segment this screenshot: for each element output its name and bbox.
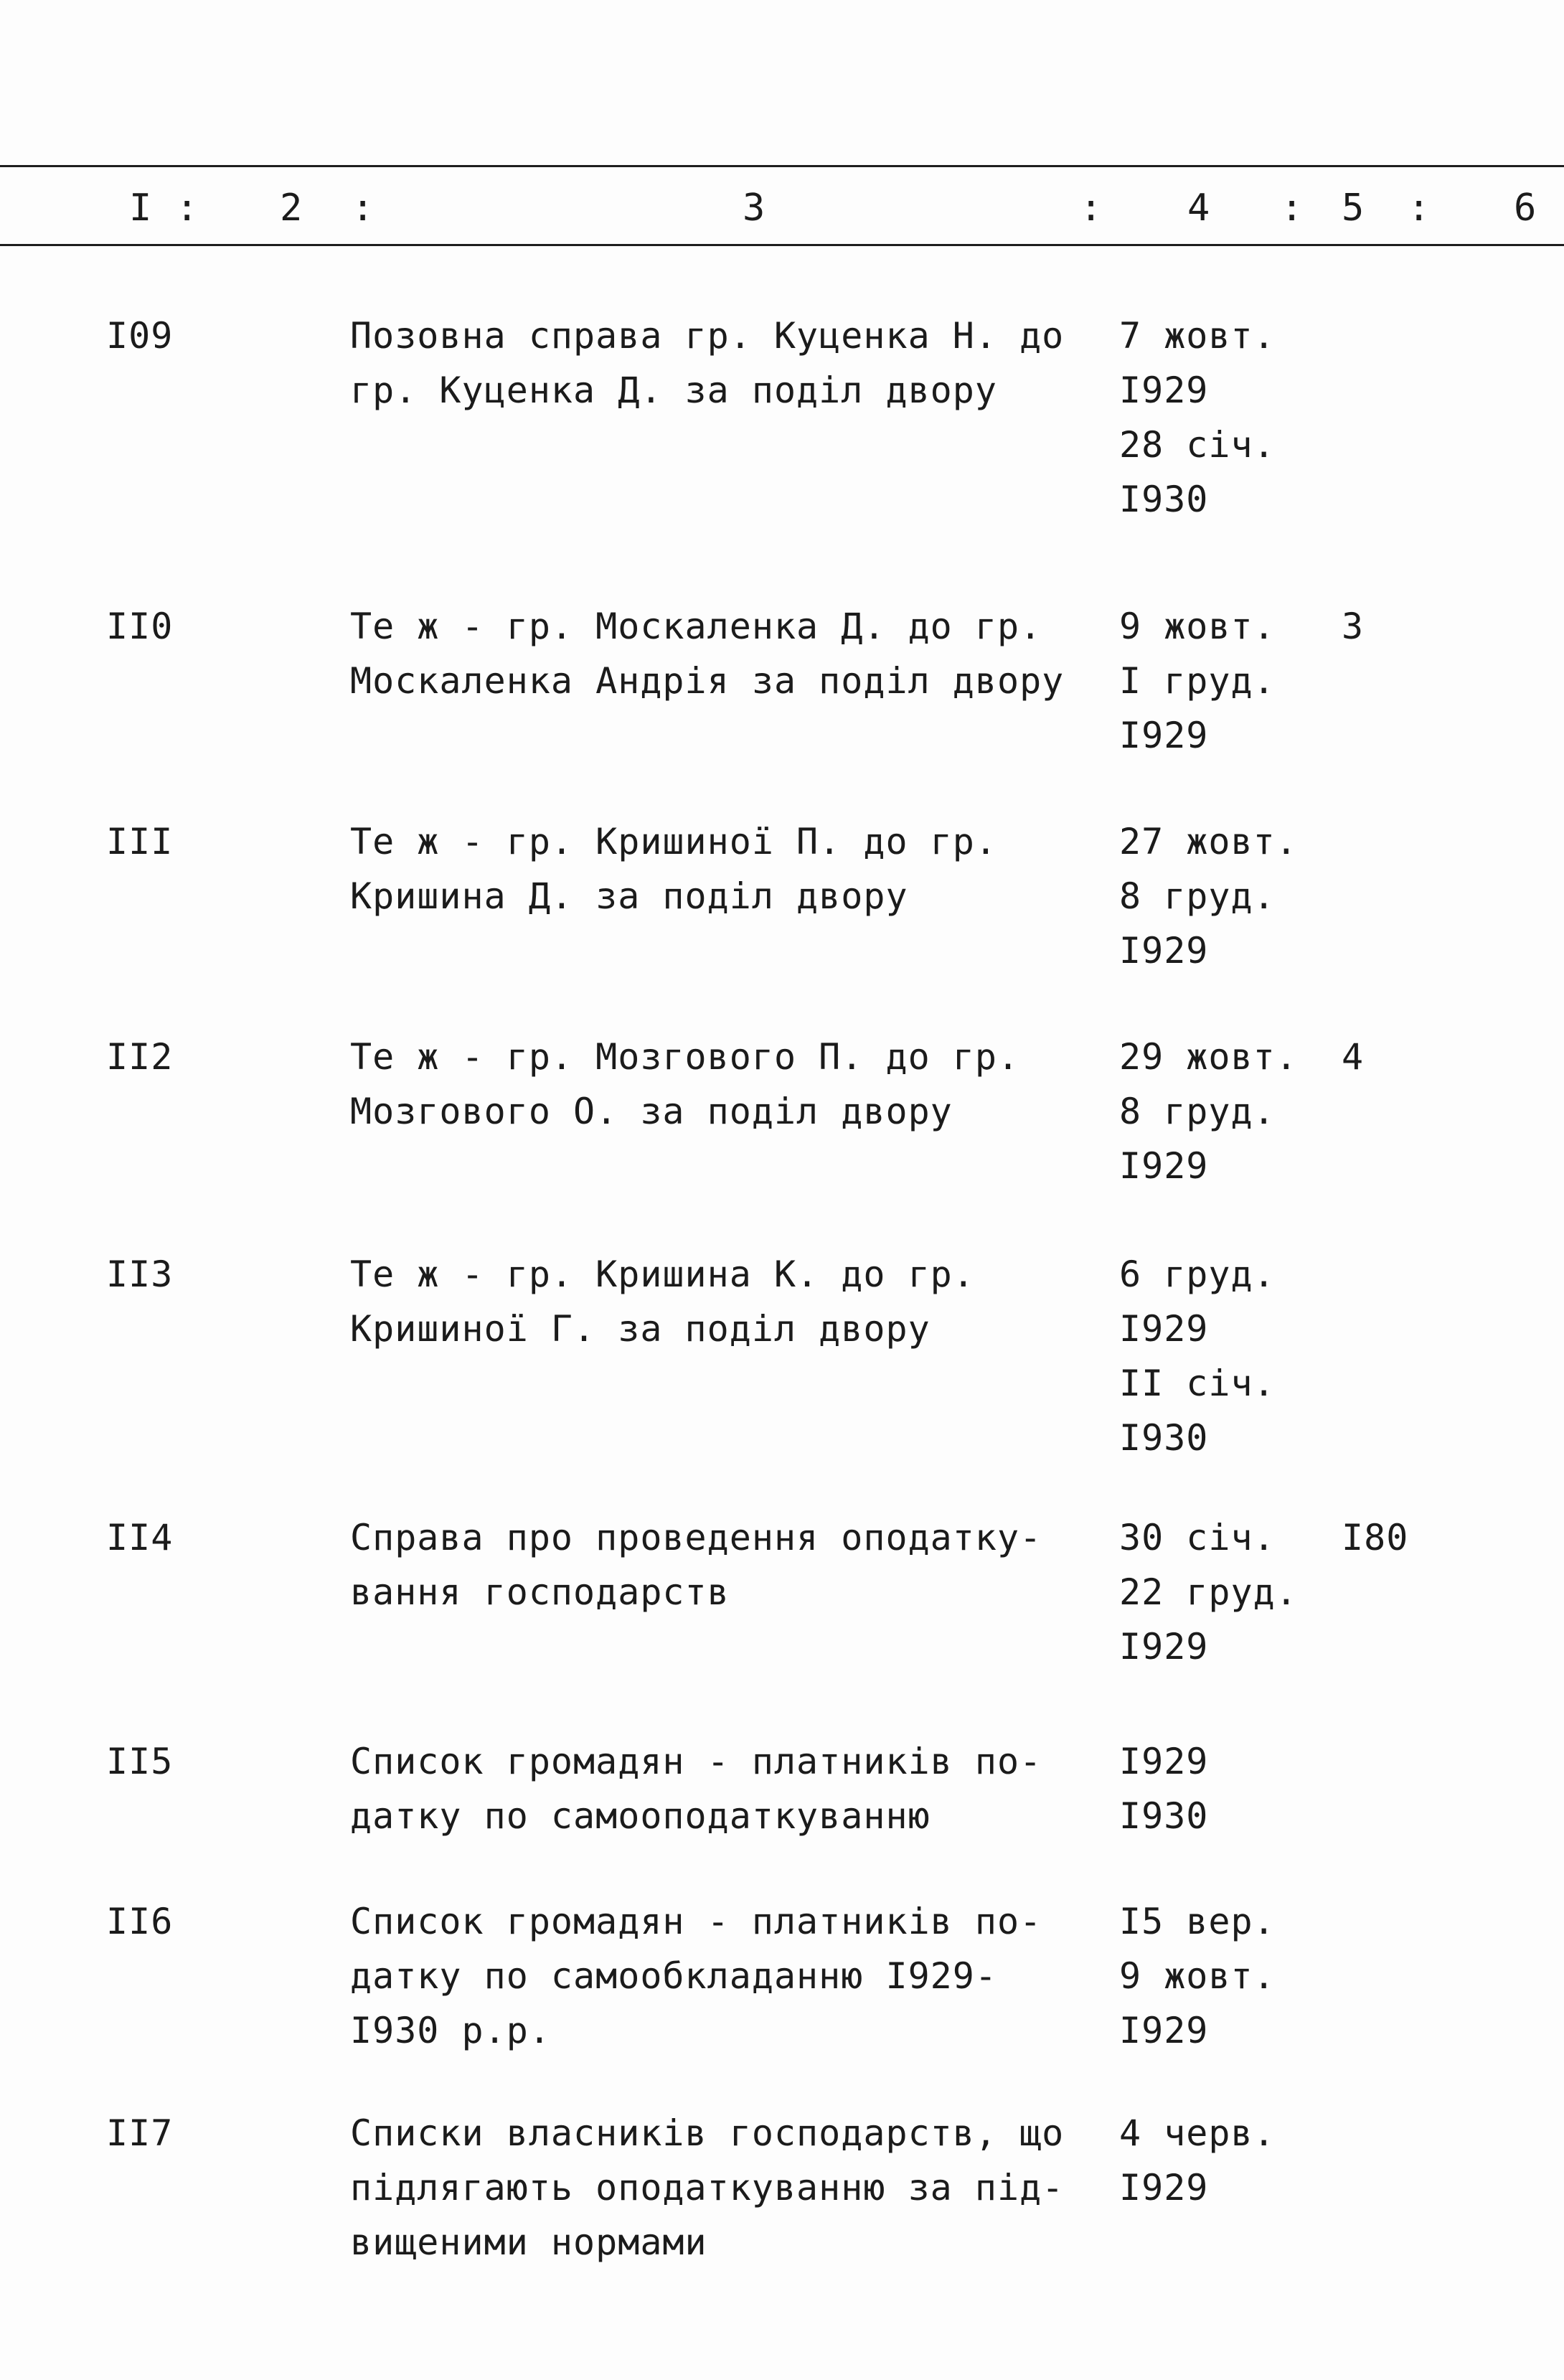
date-line: 4 черв. xyxy=(1119,2112,1276,2154)
date-line: I929 xyxy=(1119,370,1209,411)
date-line: I929 xyxy=(1119,930,1209,972)
date-line: 8 груд. xyxy=(1119,875,1276,917)
case-title-line: датку по самообкладанню I929- xyxy=(350,1955,997,1997)
case-number: II4 xyxy=(106,1517,174,1558)
case-dates xyxy=(1119,1510,1320,1674)
date-line: 9 жовт. xyxy=(1119,1955,1276,1997)
date-line: I929 xyxy=(1119,1308,1209,1350)
case-title xyxy=(350,599,1096,708)
case-dates xyxy=(1119,1247,1320,1465)
date-line: 6 груд. xyxy=(1119,1254,1276,1295)
case-number: II3 xyxy=(106,1254,174,1295)
header-top-rule xyxy=(0,165,1564,167)
date-line: I929 xyxy=(1119,1741,1209,1782)
case-title-line: Справа про проведення оподатку- xyxy=(350,1517,1042,1558)
case-title-line: Мозгового О. за поділ двору xyxy=(350,1091,953,1132)
case-title-line: I930 р.р. xyxy=(350,2010,551,2051)
header-bottom-rule xyxy=(0,244,1564,246)
case-dates xyxy=(1119,814,1320,978)
header-col-2: 2 xyxy=(280,187,303,230)
case-number: I09 xyxy=(106,315,174,357)
date-line: I929 xyxy=(1119,715,1209,756)
case-title xyxy=(350,814,1096,923)
case-title xyxy=(350,309,1096,418)
column-header xyxy=(0,183,1564,233)
date-line: I929 xyxy=(1119,2010,1209,2051)
case-title-line: гр. Куценка Д. за поділ двору xyxy=(350,370,997,411)
case-number: II6 xyxy=(106,1901,174,1942)
case-number: II5 xyxy=(106,1741,174,1782)
case-dates xyxy=(1119,1030,1320,1193)
date-line: I930 xyxy=(1119,1417,1209,1459)
header-separator: : xyxy=(176,187,199,230)
case-dates xyxy=(1119,2106,1320,2215)
case-title xyxy=(350,1894,1096,2058)
header-col-3: 3 xyxy=(743,187,765,230)
case-number: II0 xyxy=(106,606,174,647)
case-title xyxy=(350,2106,1096,2270)
case-title-line: вищеними нормами xyxy=(350,2221,707,2263)
date-line: 30 січ. xyxy=(1119,1517,1276,1558)
header-col-1: I xyxy=(129,187,152,230)
case-dates xyxy=(1119,599,1320,763)
case-title xyxy=(350,1030,1096,1139)
page-count: 4 xyxy=(1342,1036,1365,1078)
case-title-line: Кришина Д. за поділ двору xyxy=(350,875,908,917)
header-col-5: 5 xyxy=(1342,187,1365,230)
case-title-line: датку по самооподаткуванню xyxy=(350,1795,931,1837)
case-dates xyxy=(1119,1894,1320,2058)
case-title xyxy=(350,1734,1096,1843)
case-title xyxy=(350,1247,1096,1356)
header-col-4: 4 xyxy=(1187,187,1210,230)
case-title-line: Список громадян - платників по- xyxy=(350,1741,1042,1782)
date-line: 9 жовт. xyxy=(1119,606,1276,647)
date-line: 8 груд. xyxy=(1119,1091,1276,1132)
date-line: II січ. xyxy=(1119,1363,1276,1404)
case-title-line: Списки власників господарств, що xyxy=(350,2112,1065,2154)
header-separator: : xyxy=(1080,187,1103,230)
case-title-line: Список громадян - платників по- xyxy=(350,1901,1042,1942)
case-title-line: підлягають оподаткуванню за під- xyxy=(350,2167,1065,2209)
date-line: 22 груд. xyxy=(1119,1571,1298,1613)
case-dates xyxy=(1119,309,1320,527)
case-number: II7 xyxy=(106,2112,174,2154)
date-line: I929 xyxy=(1119,1626,1209,1668)
case-title-line: Позовна справа гр. Куценка Н. до xyxy=(350,315,1065,357)
date-line: I груд. xyxy=(1119,660,1276,702)
case-title-line: Москаленка Андрія за поділ двору xyxy=(350,660,1065,702)
case-number: II2 xyxy=(106,1036,174,1078)
header-separator: : xyxy=(352,187,374,230)
date-line: I930 xyxy=(1119,479,1209,520)
case-title-line: Те ж - гр. Кришина К. до гр. xyxy=(350,1254,975,1295)
case-dates xyxy=(1119,1734,1320,1843)
date-line: 29 жовт. xyxy=(1119,1036,1298,1078)
header-separator: : xyxy=(1408,187,1431,230)
date-line: 27 жовт. xyxy=(1119,821,1298,862)
case-number: III xyxy=(106,821,174,862)
date-line: I5 вер. xyxy=(1119,1901,1276,1942)
date-line: 28 січ. xyxy=(1119,424,1276,466)
date-line: I930 xyxy=(1119,1795,1209,1837)
date-line: I929 xyxy=(1119,1145,1209,1187)
case-title-line: вання господарств xyxy=(350,1571,730,1613)
case-title-line: Те ж - гр. Москаленка Д. до гр. xyxy=(350,606,1042,647)
page-count: 3 xyxy=(1342,606,1365,647)
case-title xyxy=(350,1510,1096,1619)
case-title-line: Те ж - гр. Мозгового П. до гр. xyxy=(350,1036,1020,1078)
header-col-6: 6 xyxy=(1514,187,1537,230)
case-title-line: Те ж - гр. Кришиної П. до гр. xyxy=(350,821,997,862)
date-line: I929 xyxy=(1119,2167,1209,2209)
date-line: 7 жовт. xyxy=(1119,315,1276,357)
page-count: I80 xyxy=(1342,1517,1409,1558)
case-title-line: Кришиної Г. за поділ двору xyxy=(350,1308,931,1350)
header-separator: : xyxy=(1281,187,1304,230)
